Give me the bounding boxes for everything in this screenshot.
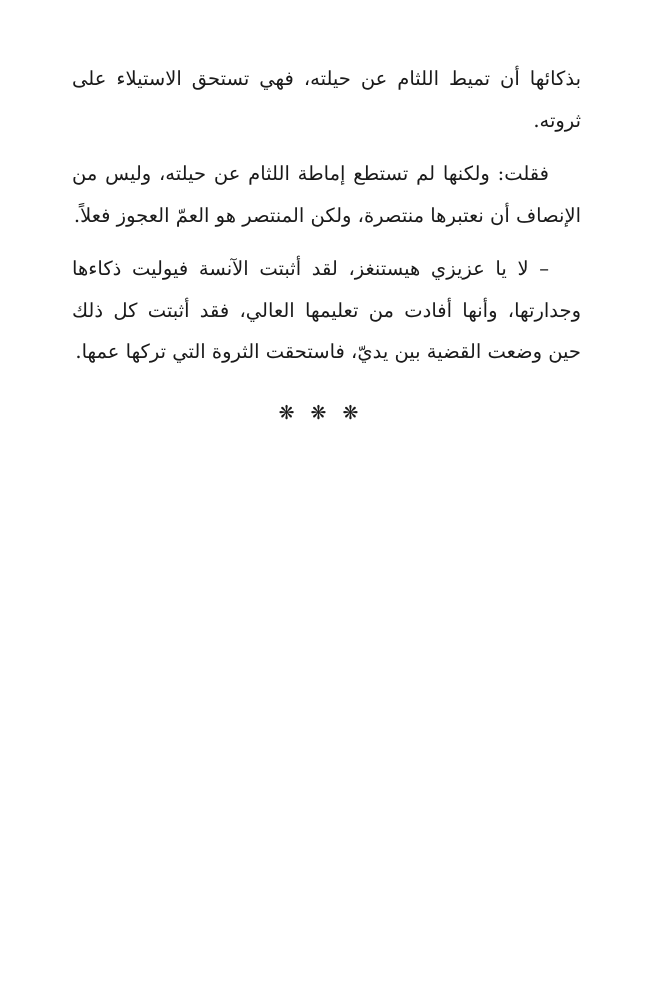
paragraph-3: – لا يا عزيزي هيستنغز، لقد أثبتت الآنسة فيوليت ذكاءها وجدارتها، وأنها أفادت من تعليمها العالي، فقد أثبتت كل ذلك حين وضعت القضية بين يديّ، فاستحقت الثروة التي تركها عمها. <box>72 257 581 363</box>
section-separator: ❋❋❋ <box>278 401 375 424</box>
paragraph-2: فقلت: ولكنها لم تستطع إماطة اللثام عن حيلته، وليس من الإنصاف أن نعتبرها منتصرة، ولكن المنتصر هو العمّ العجوز فعلاً. <box>72 162 581 227</box>
document-page <box>72 58 581 434</box>
paragraph-1: بذكائها أن تميط اللثام عن حيلته، فهي تستحق الاستيلاء على ثروته. <box>72 67 581 132</box>
